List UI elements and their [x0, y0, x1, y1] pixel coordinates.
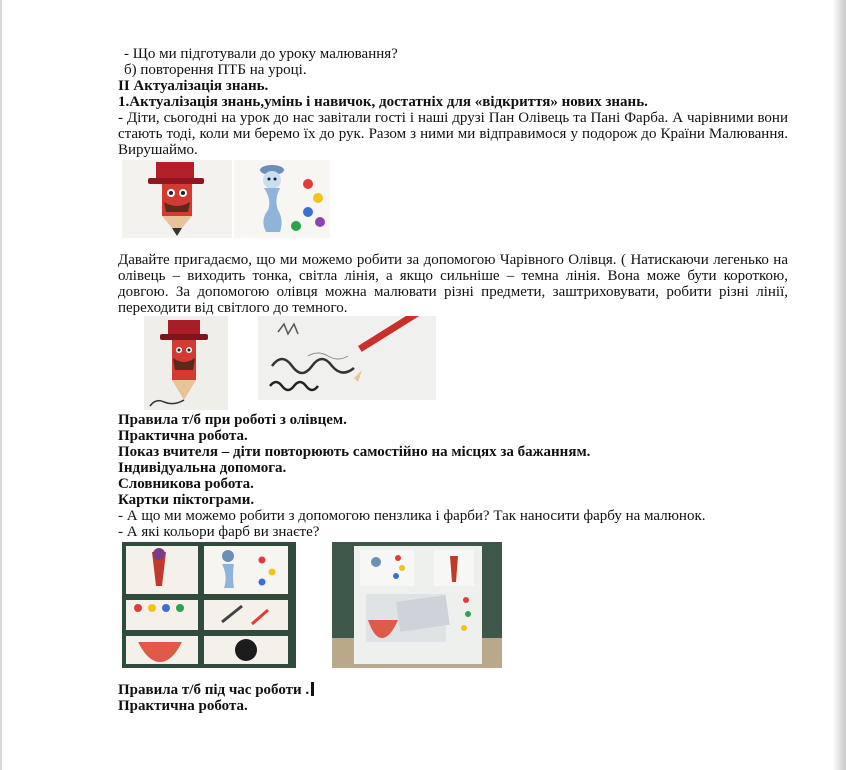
pencil-lines-drawing — [258, 316, 436, 400]
bold-line-5: Словникова робота. — [118, 476, 254, 492]
easel-image — [332, 542, 502, 668]
pencil-character-image — [122, 160, 232, 238]
pencil-lines-image — [258, 316, 436, 400]
question-line: - Що ми підготували до уроку малювання? — [124, 46, 398, 62]
bold-line-6: Картки піктограми. — [118, 492, 255, 508]
pencil-character-image-2 — [144, 316, 228, 410]
image-row-characters — [118, 160, 798, 252]
colors-question: - А які кольори фарб ви знаєте? — [118, 524, 320, 540]
page-left-edge — [0, 0, 2, 770]
section-heading: ІІ Актуалізація знань. — [118, 78, 269, 94]
bold-line-2: Практична робота. — [118, 428, 248, 444]
text-cursor — [311, 682, 314, 696]
final-safety-text: Правила т/б під час роботи . — [118, 682, 310, 698]
bold-line-3: Показ вчителя – діти повторюють самостійно на місцях за бажанням. — [118, 444, 591, 460]
classroom-collage-image — [122, 542, 296, 668]
subheading: 1.Актуалізація знань,умінь і навичок, достатніх для «відкриття» нових знань. — [118, 94, 648, 110]
image-row-classroom — [118, 542, 798, 682]
paint-character-image — [234, 160, 330, 238]
paint-character-drawing — [234, 160, 330, 238]
bold-line-4: Індивідуальна допомога. — [118, 460, 287, 476]
bold-line-1: Правила т/б при роботі з олівцем. — [118, 412, 347, 428]
final-practice-line: Практична робота. — [118, 698, 248, 714]
page-right-shadow — [832, 0, 846, 770]
intro-paragraph: - Діти, сьогодні на урок до нас завітали гості і наші друзі Пан Олівець та Пані Фарба. А чарівними вони стають тоді, коли ми беремо їх до рук. Разом з ними ми відправимося у подорож до Країни Малювання. Вирушаймо. — [118, 110, 788, 158]
brush-paragraph: - А що ми можемо робити з допомогою пензлика і фарби? Так наносити фарбу на малюнок. — [118, 508, 706, 524]
pencil-paragraph: Давайте пригадаємо, що ми можемо робити за допомогою Чарівного Олівця. ( Натискаючи легенько на олівець – виходить тонка, світла лінія, а якщо сильніше – темна лінія. Вона може бути короткою, довгою. За допомогою олівця можна малювати різні предмети, заштриховувати, робити різні лінії, переходити від світлого до темного. — [118, 252, 788, 316]
document-page — [118, 46, 798, 714]
safety-line: б) повторення ПТБ на уроці. — [124, 62, 307, 78]
image-row-pencil — [118, 316, 798, 412]
classroom-board-collage — [122, 542, 296, 668]
pencil-character-drawing — [122, 160, 232, 238]
pencil-character-drawing-2 — [144, 316, 228, 410]
final-safety-line — [118, 682, 798, 698]
easel-photo — [332, 542, 502, 668]
